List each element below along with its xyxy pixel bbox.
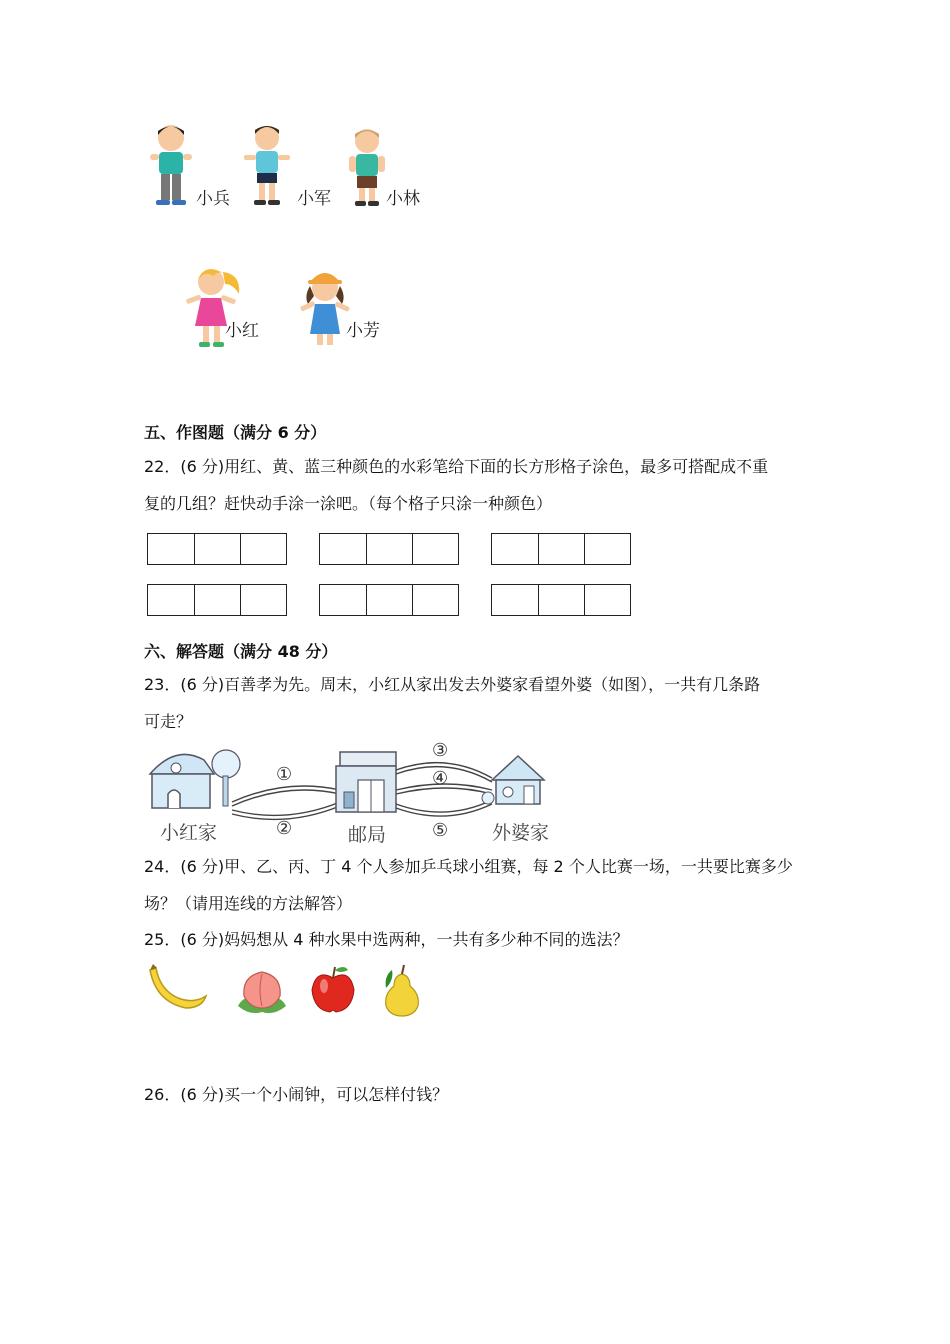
color-grid[interactable] xyxy=(319,533,459,565)
question-24-line1: 24．(6 分)甲、乙、丙、丁 4 个人参加乒乓球小组赛，每 2 个人比赛一场，一共要比赛多少 xyxy=(144,857,793,876)
question-26: 26．(6 分)买一个小闹钟，可以怎样付钱？ xyxy=(144,1085,449,1104)
route-map xyxy=(146,740,566,850)
grid-cell[interactable] xyxy=(194,585,240,615)
color-grid[interactable] xyxy=(491,584,631,616)
grandma-house-icon xyxy=(482,756,544,804)
question-22-line2: 复的几组？赶快动手涂一涂吧。（每个格子只涂一种颜色） xyxy=(144,494,553,513)
section-heading: 六、解答题（满分 48 分） xyxy=(144,642,338,661)
color-grid[interactable] xyxy=(147,533,287,565)
route-label: ① xyxy=(276,764,293,785)
child-xiaohong xyxy=(183,264,283,350)
pear-icon xyxy=(378,962,426,1018)
grid-cell[interactable] xyxy=(366,585,412,615)
child-name: 小芳 xyxy=(346,321,380,341)
grid-cell[interactable] xyxy=(240,585,286,615)
grid-cell[interactable] xyxy=(538,534,584,564)
home-label: 小红家 xyxy=(160,822,218,844)
color-grid[interactable] xyxy=(319,584,459,616)
route-label: ③ xyxy=(432,740,449,761)
section-heading: 五、作图题（满分 6 分） xyxy=(144,423,327,442)
grid-cell[interactable] xyxy=(412,585,458,615)
color-grid[interactable] xyxy=(491,533,631,565)
child-name: 小军 xyxy=(297,189,331,209)
child-name: 小兵 xyxy=(196,189,230,209)
post-office-building-icon xyxy=(336,752,396,812)
home-house-icon xyxy=(150,750,240,808)
question-23-line2: 可走？ xyxy=(144,712,193,731)
apple-icon xyxy=(310,964,356,1016)
grid-cell[interactable] xyxy=(366,534,412,564)
boy-figure-icon xyxy=(240,122,294,208)
grid-cell[interactable] xyxy=(148,534,194,564)
grid-cell[interactable] xyxy=(320,585,366,615)
grid-cell[interactable] xyxy=(584,585,630,615)
child-name: 小红 xyxy=(225,321,259,341)
question-23-line1: 23．(6 分)百善孝为先。周末，小红从家出发去外婆家看望外婆（如图），一共有几条路 xyxy=(144,675,761,694)
grid-cell[interactable] xyxy=(492,585,538,615)
child-xiaobing xyxy=(146,122,246,208)
child-xiaojun xyxy=(240,122,340,208)
route-label: ④ xyxy=(432,768,449,789)
grid-cell[interactable] xyxy=(412,534,458,564)
question-22-line1: 22．(6 分)用红、黄、蓝三种颜色的水彩笔给下面的长方形格子涂色，最多可搭配成不重 xyxy=(144,457,769,476)
banana-icon xyxy=(146,962,208,1016)
post-office-label: 邮局 xyxy=(348,824,387,846)
grid-cell[interactable] xyxy=(492,534,538,564)
route-label: ⑤ xyxy=(432,820,449,841)
child-xiaofang xyxy=(296,266,396,350)
grid-cell[interactable] xyxy=(240,534,286,564)
fruit-row xyxy=(146,962,436,1020)
grid-cell[interactable] xyxy=(194,534,240,564)
grid-cell[interactable] xyxy=(538,585,584,615)
route-label: ② xyxy=(276,818,293,839)
peach-icon xyxy=(234,966,290,1016)
grid-cell[interactable] xyxy=(584,534,630,564)
color-grid[interactable] xyxy=(147,584,287,616)
boy-figure-icon xyxy=(146,122,196,208)
child-xiaolin xyxy=(346,126,446,208)
question-24-line2: 场？（请用连线的方法解答） xyxy=(144,894,353,913)
boy-figure-icon xyxy=(346,126,388,208)
grid-cell[interactable] xyxy=(148,585,194,615)
grid-cell[interactable] xyxy=(320,534,366,564)
question-25: 25．(6 分)妈妈想从 4 种水果中选两种，一共有多少种不同的选法？ xyxy=(144,930,629,949)
child-name: 小林 xyxy=(386,189,420,209)
grandma-house-label: 外婆家 xyxy=(492,822,550,844)
route-2-road xyxy=(232,802,340,815)
